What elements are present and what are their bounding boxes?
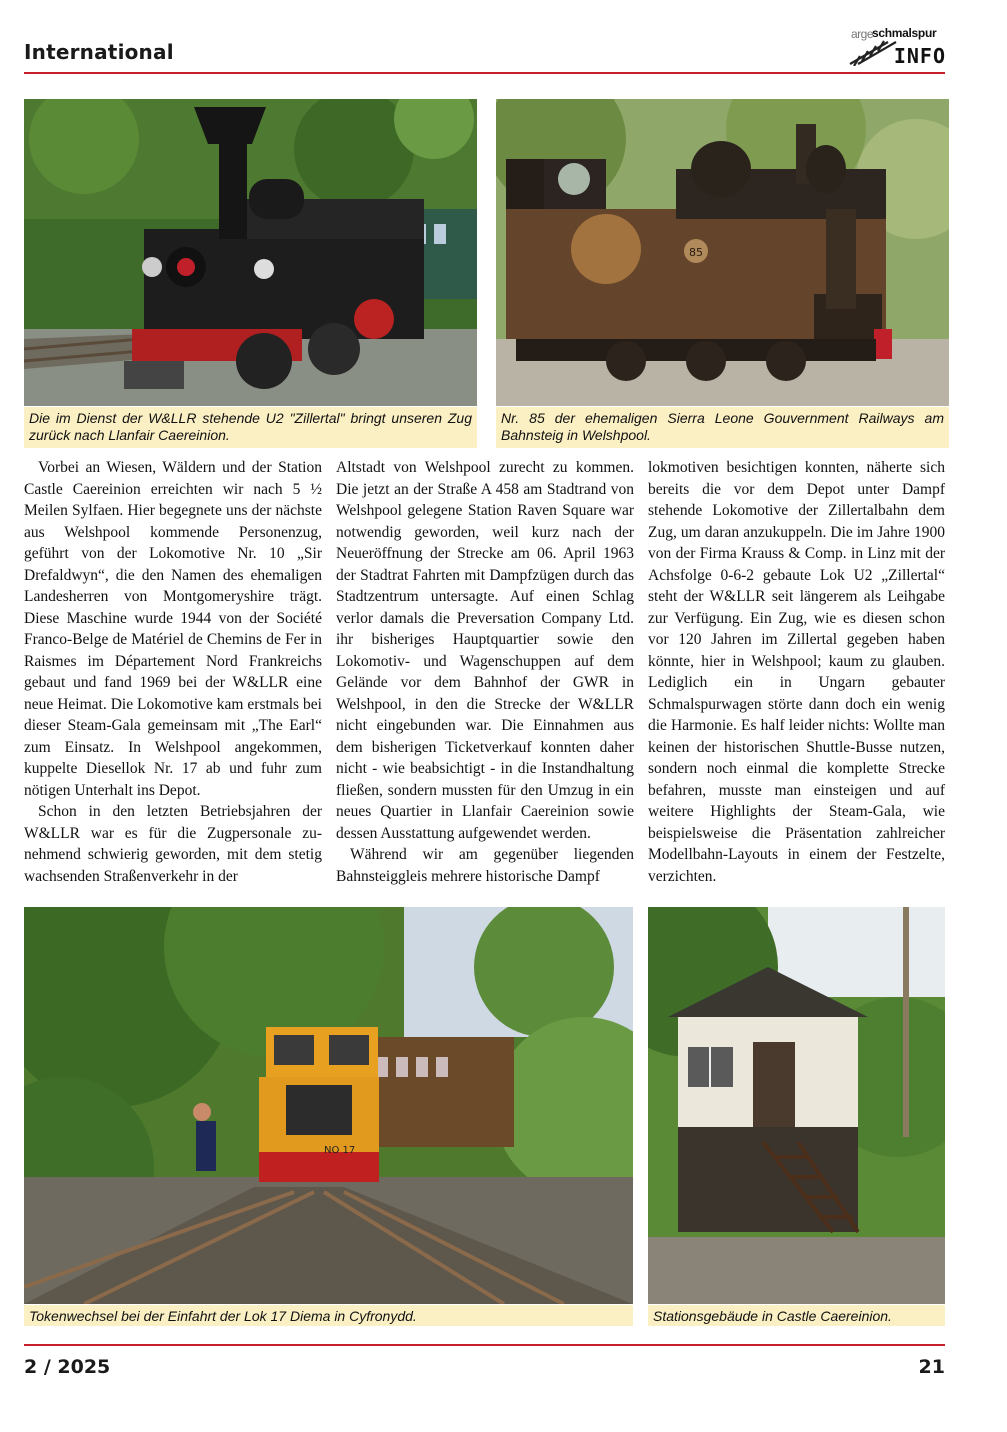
paragraph: lokmotiven besichtigen konnten, näherte sich bereits die vor dem Depot unter Dampf stehende Lokomotive der Zillertalbahn dem Zug, um daran anzukuppeln. Die im Jahre 1900 von der Firma Krauss & Comp. in Linz mit der Achsfolge 0-6-2 gebaute Lok U2 „Zillertal“ steht der W&LLR seit längerem als Leihgabe zur Verfügung. Ein Zug, wie es diesen schon vor 120 Jahren im Zillertal gegeben haben könnte, hier in Welshpool; kaum zu glauben. Lediglich ein in Ungarn gebauter Schmalspurwagen störte dann doch ein wenig die Harmonie. Es half leider nichts: Wollte man keinen der historischen Shuttle-Busse nutzen, sondern noch einmal die komplette Strecke befahren, musste man einsteigen und auf weitere Highlights der Steam-Gala, wie beispielsweise die Präsentation zahlreicher Modellbahn-Layouts in einem der Festzelte, verzichten.	[648, 459, 945, 885]
caption-top-left: Die im Dienst der W&LLR stehende U2 "Zillertal" bringt unseren Zug zurück nach Llanfair Caereinion.	[24, 407, 477, 448]
caption-bottom-right: Stationsgebäude in Castle Caereinion.	[648, 1305, 945, 1326]
page-number: 21	[918, 1356, 945, 1378]
magazine-logo	[842, 26, 946, 72]
photo-diesel-lok-17	[24, 907, 633, 1304]
logo-bold-text: schmalspur	[872, 26, 937, 40]
logo-small-text: arge	[851, 27, 874, 41]
photo-zillertal-locomotive	[24, 99, 477, 406]
logo-info-text: INFO	[893, 44, 946, 68]
issue-number: 2 / 2025	[24, 1356, 111, 1378]
section-title: International	[24, 40, 174, 64]
photo-sierra-leone-locomotive	[496, 99, 949, 406]
footer-rule	[24, 1344, 945, 1346]
article-column-3	[648, 457, 945, 887]
loco-number-plate: 85	[689, 246, 703, 259]
caption-top-right: Nr. 85 der ehemaligen Sierra Leone Gouvernment Railways am Bahnsteig in Welshpool.	[496, 407, 949, 448]
paragraph: Altstadt von Welshpool zurecht zu kommen. Die jetzt an der Straße A 458 am Stadtrand von Welshpool gelegene Station Raven Square war notwendig geworden, weil kurz nach der Neueröffnung der Strecke am 06. April 1963 der Stadtrat Fahrten mit Dampfzügen durch das Stadtzentrum untersagte. Auf einen Schlag verlor damals die Preversation Company Ltd. ihr bisheriges Hauptquartier sowie den Lokomotiv- und Wagenschuppen auf dem Gelände vor dem Bahnhof der GWR in Welshpool, in den die Strecke der W&LLR nicht eingebunden war. Die Einnahmen aus dem bisherigen Ticketverkauf konnten daher nicht - wie beabsichtigt - in die Instandhaltung fließen, sondern mussten für den Umzug in ein neues Quartier in Llanfair Caereinion sowie dessen Ausstattung aufgewendet werden.	[336, 459, 634, 842]
article-column-1	[24, 457, 322, 887]
paragraph: Schon in den letzten Betriebsjahren der W&LLR war es für die Zugpersonale zunehmend schwierig geworden, mit dem stetig wachsenden Straßenverkehr in der	[24, 803, 322, 885]
caption-bottom-left: Tokenwechsel bei der Einfahrt der Lok 17 Diema in Cyfronydd.	[24, 1305, 633, 1326]
header-rule	[24, 72, 945, 74]
article-column-2	[336, 457, 634, 887]
paragraph: Vorbei an Wiesen, Wäldern und der Station Castle Caereinion erreichten wir nach 5 ½ Meilen Sylfaen. Hier begegnete uns der nächste aus Welshpool kommende Personenzug, geführt von der Lokomotive Nr. 10 „Sir Drefaldwyn“, die den Namen des ehemaligen Landesherren von Montgomeryshire trägt. Diese Maschine wurde 1944 von der Société Franco-Belge de Matériel de Chemins de Fer in Raismes im Département Nord Frankreichs gebaut und fand 1969 bei der W&LLR eine neue Heimat. Die Lokomotive kam erstmals bei dieser Steam-Gala gemeinsam mit „The Earl“ zum Einsatz. In Welshpool angekommen, kuppelte Diesellok Nr. 17 ab und fuhr zum nötigen Unterhalt ins Depot.	[24, 459, 322, 799]
paragraph: Während wir am gegenüber liegenden Bahnsteiggleis mehrere historische Dampf	[336, 846, 634, 885]
diesel-number-label: NO 17	[324, 1145, 356, 1156]
photo-station-building	[648, 907, 945, 1304]
